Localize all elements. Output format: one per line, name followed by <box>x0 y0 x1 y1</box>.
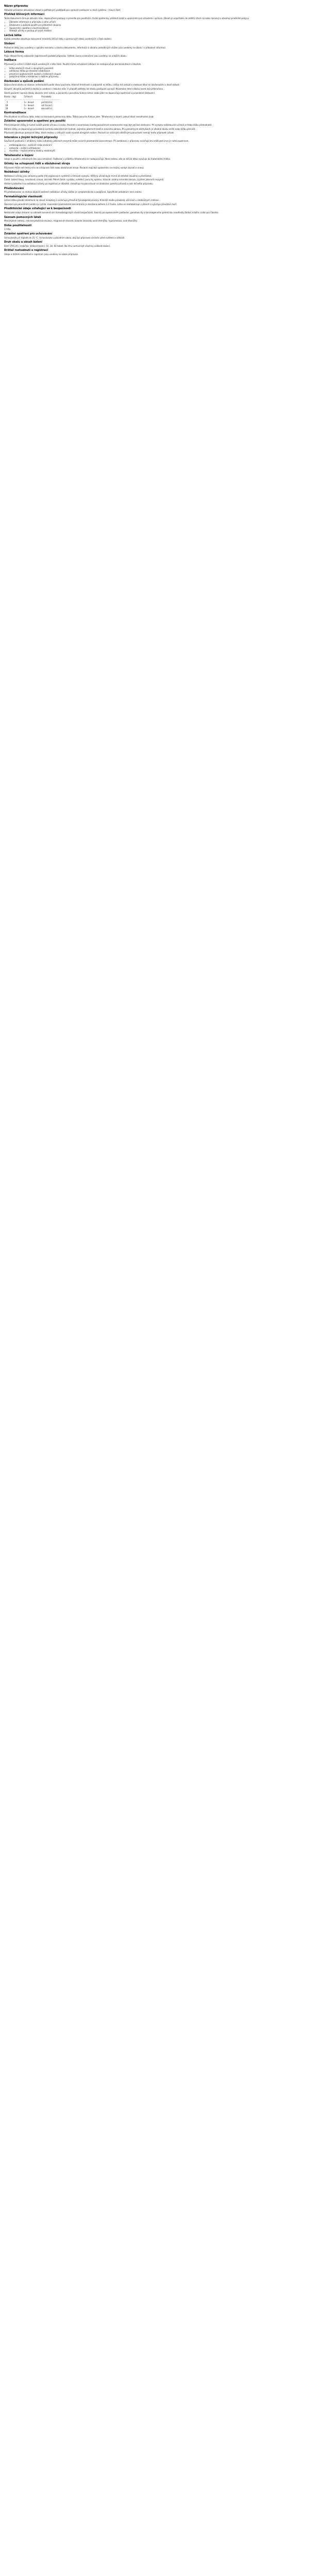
section-18 <box>4 225 305 231</box>
section-title: Doba použitelnosti <box>4 224 32 227</box>
bullet-item: • Vedlejší účinky a postup při jejich hlášení <box>9 29 305 32</box>
section-7 <box>4 80 305 110</box>
bullet-item: • prevence opakovaných epizod u rizikových skupin <box>9 73 305 76</box>
bullet-item: • antacida – snížení vstřebávání <box>9 147 305 150</box>
section-paragraph: Přípravek obsahuje pomocné látky, které mohou u citlivých osob vyvolat alergické reakce. Pacienti se vzácnými dědičnými poruchami nemají tento přípravek užívat. <box>4 131 175 134</box>
section-19 <box>4 233 305 239</box>
section-paragraph: Tento dokument shrnuje aktuální stav, doporučené postupy a pravidla pro používání. Uvádí podmínky, přehled kroků a upozornění pro uživatele i správce. Obsah je uspořádán do oddílů, které na sebe navazují a obsahují praktické pokyny. <box>4 16 249 20</box>
bullet-item: • diuretika – možná změna hladiny elektrolytů <box>9 149 305 152</box>
section-paragraph: Aktuální průvodce aktualizací zásad a potřebných podkladů pro správné nastavení a chod systému – hlavní části <box>4 8 121 11</box>
document-page <box>0 0 309 262</box>
section-title: Název přípravku <box>4 5 28 8</box>
section-paragraph: Blistr (PVC/Al), krabička. Velikost balení: 10, 30, 60 tablet. Na trhu nemusí být všechny velikosti balení. <box>4 244 111 247</box>
bullet-item: • Dávkování a způsob použití pro jednotlivé skupiny <box>9 24 305 27</box>
section-paragraph: Uchovávejte při teplotě do 25 °C. Uchovávejte v původním obalu, aby byl přípravek chráněn před světlem a vlhkostí. <box>4 236 125 239</box>
dosage-table: Dávka (mg) Četnost Poznámka --------------------------------------------- 5 1× denně počáteční 10 1× denně udržovací 20 1× denně maximální <box>4 95 60 110</box>
section-title: Nežádoucí účinky <box>4 171 30 174</box>
section-paragraph: Současné podávání s inhibitory nebo induktory jaterních enzymů může ovlivnit plazmatické koncentrace. Při kombinaci s přípravky ovlivňujícími srážlivost krve je nutná opatrnost. <box>4 140 189 143</box>
section-10 <box>4 137 305 152</box>
section-paragraph: Pomocné látky jsou uvedeny v úplném seznamu v závěru dokumentu. Informace o obsahu jednotlivých složek jsou uvedeny na obalu i v příbalové informaci. <box>4 46 166 49</box>
section-paragraph: Popis lékové formy odpovídá registrované podobě přípravku. Vzhled, barva a označení jsou uvedeny na vnějším obalu. <box>4 54 127 57</box>
section-14 <box>4 188 305 194</box>
section-paragraph: Přípravek může mít mírný vliv na schopnost řídit nebo obsluhovat stroje. Pacienti mají být upozorněni na možný výskyt závratí a únavy. <box>4 166 144 169</box>
section-8 <box>4 112 305 118</box>
section-title: Kontraindikace <box>4 111 26 115</box>
bullet-list <box>4 67 305 78</box>
section-6 <box>4 59 305 78</box>
section-3 <box>4 35 305 41</box>
bullet-item: • antikoagulancia – zvýšené riziko krvácení <box>9 144 305 147</box>
section-paragraph: Každá jednotka obsahuje stanovené množství léčivé látky a pomocných látek uvedených v části složení. <box>4 38 112 41</box>
section-4 <box>4 43 305 49</box>
section-15 <box>4 196 305 206</box>
section-21 <box>4 249 305 256</box>
section-paragraph: Údaje o použití u těhotných žen jsou omezené. Podávání v průběhu těhotenství se nedoporučuje. Není známo, zda se léčivá látka vylučuje do mateřského mléka. <box>4 158 171 161</box>
section-title: Dávkování a způsob podání <box>4 79 44 83</box>
section-title: Seznam pomocných látek <box>4 215 41 219</box>
section-paragraph: Absorpce po perorálním podání je rychlá, maximální plazmatické koncentrace je dosaženo během 1–2 hodin. Látka se metabolizuje v játrech a vylučuje převážně močí. <box>4 202 177 206</box>
bullet-list <box>4 21 305 32</box>
bullet-item: • Základní informace o přípravku a jeho určení <box>9 21 305 24</box>
section-title: Držitel rozhodnutí o registraci <box>4 249 48 252</box>
section-paragraph: Před zahájením léčby je nutné zvážit poměr přínosu a rizika. Pacienti s anamnézou kardiovaskulárních onemocnění mají být pečlivě sledováni. Při výskytu nežádoucích účinků je třeba léčbu přehodnotit. <box>4 124 212 126</box>
section-title: Léčivá látka <box>4 33 22 37</box>
section-5 <box>4 51 305 57</box>
section-12 <box>4 163 305 169</box>
section-1 <box>4 5 305 11</box>
section-title: Předklinické údaje vztahující se k bezpečnosti <box>4 207 71 211</box>
section-paragraph: 3 roky. <box>4 228 11 231</box>
section-paragraph: Starší pacienti: úprava dávky obvykle není nutná, u pacientů s poruchou funkce ledvin nebo jater se doporučuje opatrnost a pravidelné sledování. <box>4 91 156 94</box>
section-title: Farmakologické vlastnosti <box>4 195 42 198</box>
section-title: Interakce s jinými léčivými přípravky <box>4 135 58 139</box>
section-paragraph: Nežádoucí účinky jsou seřazeny podle tříd orgánových systémů a četnosti výskytu. Většina účinků byla mírná až středně závažná a přechodná. <box>4 174 152 177</box>
bullet-item: • udržovací léčba po dosažení stabilizace <box>9 70 305 73</box>
section-title: Druh obalu a obsah balení <box>4 241 42 244</box>
section-title: Indikace <box>4 59 16 62</box>
section-title: Zvláštní upozornění a opatření pro použití <box>4 120 65 123</box>
bullet-item: • podpůrná léčba v kombinaci s dalšími přípravky <box>9 75 305 78</box>
section-11 <box>4 155 305 161</box>
section-title: Složení <box>4 42 15 45</box>
section-title: Předávkování <box>4 187 24 190</box>
bullet-item: • Upozornění, opatření a kontraindikace <box>9 27 305 30</box>
section-paragraph: Doporučená dávka se stanoví individuálně podle stavu pacienta, tělesné hmotnosti a odpovědi na léčbu. Léčbu má zahájit a sledovat lékař se zkušenostmi v dané oblasti. <box>4 83 180 87</box>
section-title: Těhotenství a kojení <box>4 154 33 157</box>
section-16 <box>4 208 305 214</box>
section-2 <box>4 13 305 32</box>
section-paragraph: Během léčby se doporučuje pravidelná kontrola laboratorních hodnot, zejména jaterních testů a krevního obrazu. Při významných odchylkách je vhodné dávku snížit nebo léčbu přerušit. <box>4 127 196 130</box>
section-paragraph: Dospělí: obvyklá počáteční dávka je uvedena v tabulce níže. V případě potřeby lze dávku postupně upravit. Maximální denní dávka nesmí být překročena. <box>4 88 164 91</box>
bullet-list <box>4 144 305 152</box>
section-paragraph: Časté: bolest hlavy, nevolnost, únava, závratě. Méně časté: vyrážka, svědění, poruchy spánku. Vzácné: změny krevního obrazu, zvýšení jaterních enzymů. <box>4 178 164 181</box>
section-title: Léková forma <box>4 50 24 54</box>
section-paragraph: Hlášení podezření na nežádoucí účinky po registraci je důležité. Umožňuje to pokračovat ve sledování poměru přínosů a rizik léčivého přípravku. <box>4 182 153 185</box>
section-title: Přehled klíčových informací <box>4 13 45 16</box>
section-title: Zvláštní opatření pro uchovávání <box>4 232 53 236</box>
section-title: Účinky na schopnost řídit a obsluhovat stroje <box>4 162 71 165</box>
section-paragraph: Neklinické údaje získané na základě konvenčních farmakologických studií bezpečnosti, toxicity po opakovaném podávání, genotoxicity a karcinogenního potenciálu neodhalily žádné zvláštní riziko pro člověka. <box>4 211 219 214</box>
section-20 <box>4 241 305 247</box>
bullet-item: • léčba akutních stavů u dospělých pacientů <box>9 67 305 70</box>
section-paragraph: Monohydrát laktosy, mikrokrystalická celulosa, magnesium-stearát, koloidní bezvodý oxid křemičitý, hypromelosa, oxid titaničitý. <box>4 219 138 223</box>
section-13 <box>4 171 305 185</box>
section-paragraph: Při předávkování se mohou objevit zesílené nežádoucí účinky. Léčba je symptomatická a podpůrná. Specifické antidotum není známo. <box>4 191 142 194</box>
section-paragraph: Údaje o držiteli rozhodnutí o registraci jsou uvedeny na obalu přípravku. <box>4 253 79 256</box>
section-paragraph: Přecitlivělost na léčivou látku nebo na kteroukoli pomocnou látku. Těžká porucha funkce jater. Těhotenství a kojení, pokud lékař nerozhodne jinak. <box>4 115 154 118</box>
section-9 <box>4 120 305 134</box>
section-17 <box>4 216 305 223</box>
section-paragraph: Léčivá látka působí selektivně na cílové receptory a ovlivňuje příslušné fyziologické procesy. Klinické studie prokázaly účinnost u sledovaných indikací. <box>4 199 160 202</box>
section-paragraph: Přípravek je určen k léčbě stavů uvedených v této části. Použití mimo schválené indikace se nedoporučuje bez konzultace s lékařem. <box>4 62 142 65</box>
